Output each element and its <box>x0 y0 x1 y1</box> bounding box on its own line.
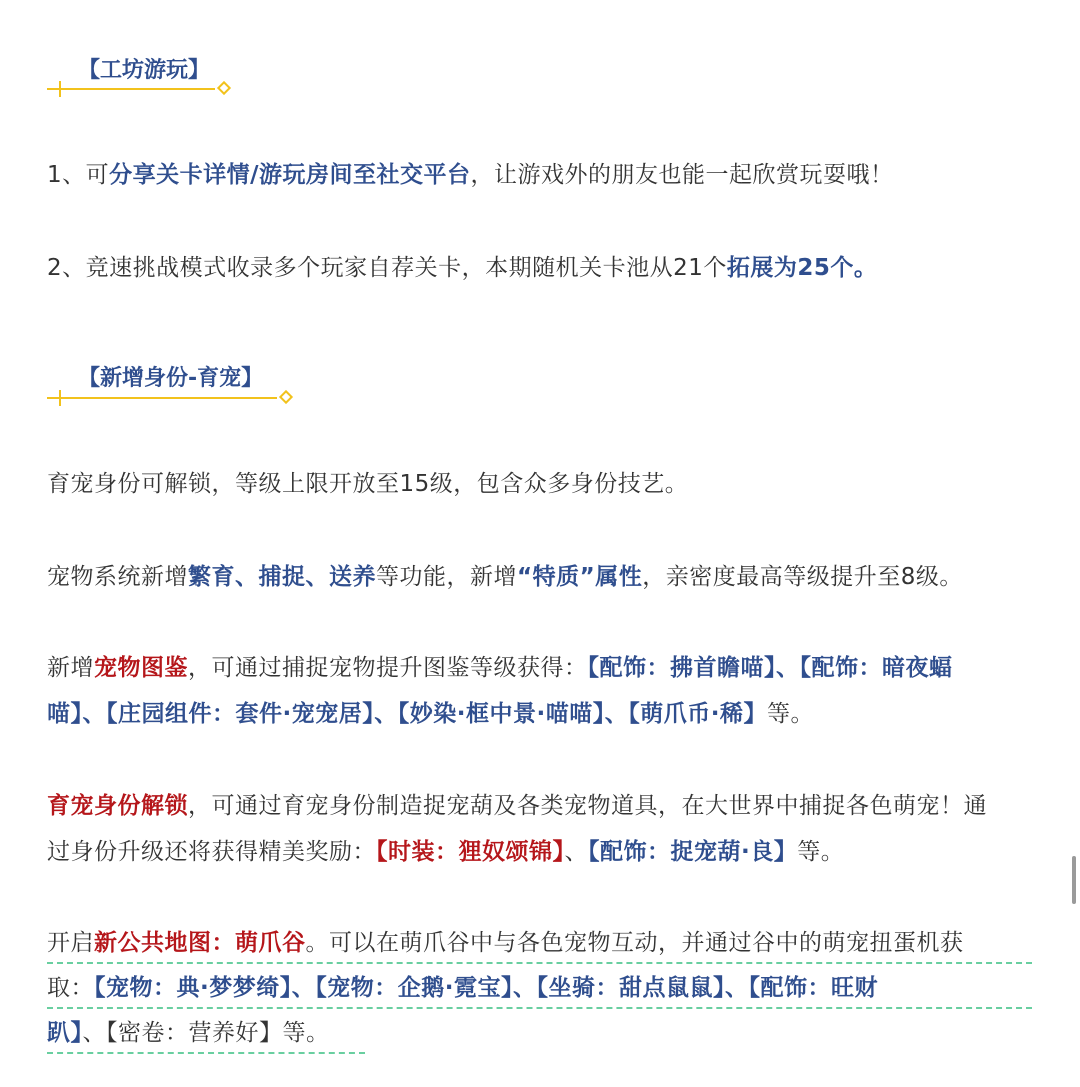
pet-paragraph-1: 育宠身份可解锁，等级上限开放至15级，包含众多身份技艺。 <box>47 471 689 497</box>
workshop-item-1 <box>47 152 1037 198</box>
item-tag: 【配饰：拂首瞻喵】 <box>587 655 776 681</box>
title-underline <box>47 88 215 90</box>
pet-paragraph-5 <box>47 921 1037 1056</box>
red-highlight-text: 新公共地图：萌爪谷 <box>94 930 306 956</box>
pet-paragraph-3 <box>47 645 1037 737</box>
text: 、【密卷：营养好】等。 <box>82 1020 330 1046</box>
separator: 、 <box>374 701 398 727</box>
item-tag: 【配饰：捉宠葫·良】 <box>588 839 798 865</box>
item-tag: 【配饰：旺财 <box>748 975 878 1001</box>
separator: 、 <box>291 975 316 1001</box>
text: 等。 <box>766 701 814 727</box>
dashed-underline <box>47 962 1032 964</box>
item-tag: 【宠物：企鹅·霓宝】 <box>315 975 513 1001</box>
title-tick <box>59 81 61 97</box>
text: 等功能，新增 <box>376 564 517 590</box>
title-underline <box>47 397 277 399</box>
diamond-icon <box>217 81 231 95</box>
pet-paragraph-2 <box>47 554 1037 600</box>
item-tag: 【妙染·框中景·喵喵】 <box>397 701 605 727</box>
item-tag: 喵】 <box>47 701 83 727</box>
text: 开启 <box>47 930 94 956</box>
item-tag: 【宠物：典·梦梦绮】 <box>94 975 292 1001</box>
text: 宠物系统新增 <box>47 564 188 590</box>
text: ，让游戏外的朋友也能一起欣赏玩耍哦！ <box>470 162 894 188</box>
section-title-pet: 【新增身份-育宠】 <box>78 366 264 391</box>
diamond-icon <box>279 390 293 404</box>
dashed-underline <box>47 1007 1032 1009</box>
section-title-workshop: 【工坊游玩】 <box>78 58 211 83</box>
separator: 、 <box>776 655 800 681</box>
red-highlight-text: 宠物图鉴 <box>94 655 188 681</box>
text: 过身份升级还将获得精美奖励： <box>47 839 376 865</box>
separator: 、 <box>82 701 106 727</box>
item-tag: 【庄园组件：套件·宠宠居】 <box>106 701 375 727</box>
text: 1、可 <box>47 162 110 188</box>
item-tag: 趴】 <box>47 1020 83 1046</box>
highlight-text: 分享关卡详情/游玩房间至社交平台 <box>109 162 471 188</box>
workshop-item-2 <box>47 245 1037 291</box>
text: ，可通过育宠身份制造捉宠葫及各类宠物道具，在大世界中捕捉各色萌宠！通 <box>188 793 987 819</box>
pet-paragraph-4 <box>47 783 1037 875</box>
separator: 、 <box>604 701 629 727</box>
dashed-underline <box>47 1052 365 1054</box>
highlight-text: “特质”属性 <box>517 564 643 590</box>
red-highlight-text: 育宠身份解锁 <box>47 793 188 819</box>
text: ，可通过捕捉宠物提升图鉴等级获得： <box>188 655 588 681</box>
item-tag: 【坐骑：甜点鼠鼠】 <box>536 975 725 1001</box>
separator: 、 <box>564 839 588 865</box>
highlight-text: 繁育、捕捉、送养 <box>188 564 376 590</box>
text: 取： <box>47 975 94 1001</box>
text: 新增 <box>47 655 94 681</box>
separator: 、 <box>513 975 537 1001</box>
text: ，亲密度最高等级提升至8级。 <box>642 564 963 590</box>
text: 。可以在萌爪谷中与各色宠物互动，并通过谷中的萌宠扭蛋机获 <box>305 930 964 956</box>
text: 等。 <box>797 839 845 865</box>
highlight-text: 拓展为25个。 <box>726 255 878 281</box>
item-tag: 【配饰：暗夜蝠 <box>799 655 953 681</box>
item-tag: 【时装：狸奴颂锦】 <box>376 839 565 865</box>
title-tick <box>59 390 61 406</box>
separator: 、 <box>725 975 749 1001</box>
text: 2、竞速挑战模式收录多个玩家自荐关卡，本期随机关卡池从21个 <box>47 255 727 281</box>
item-tag: 【萌爪币·稀】 <box>628 701 767 727</box>
scrollbar-thumb[interactable] <box>1072 856 1076 904</box>
